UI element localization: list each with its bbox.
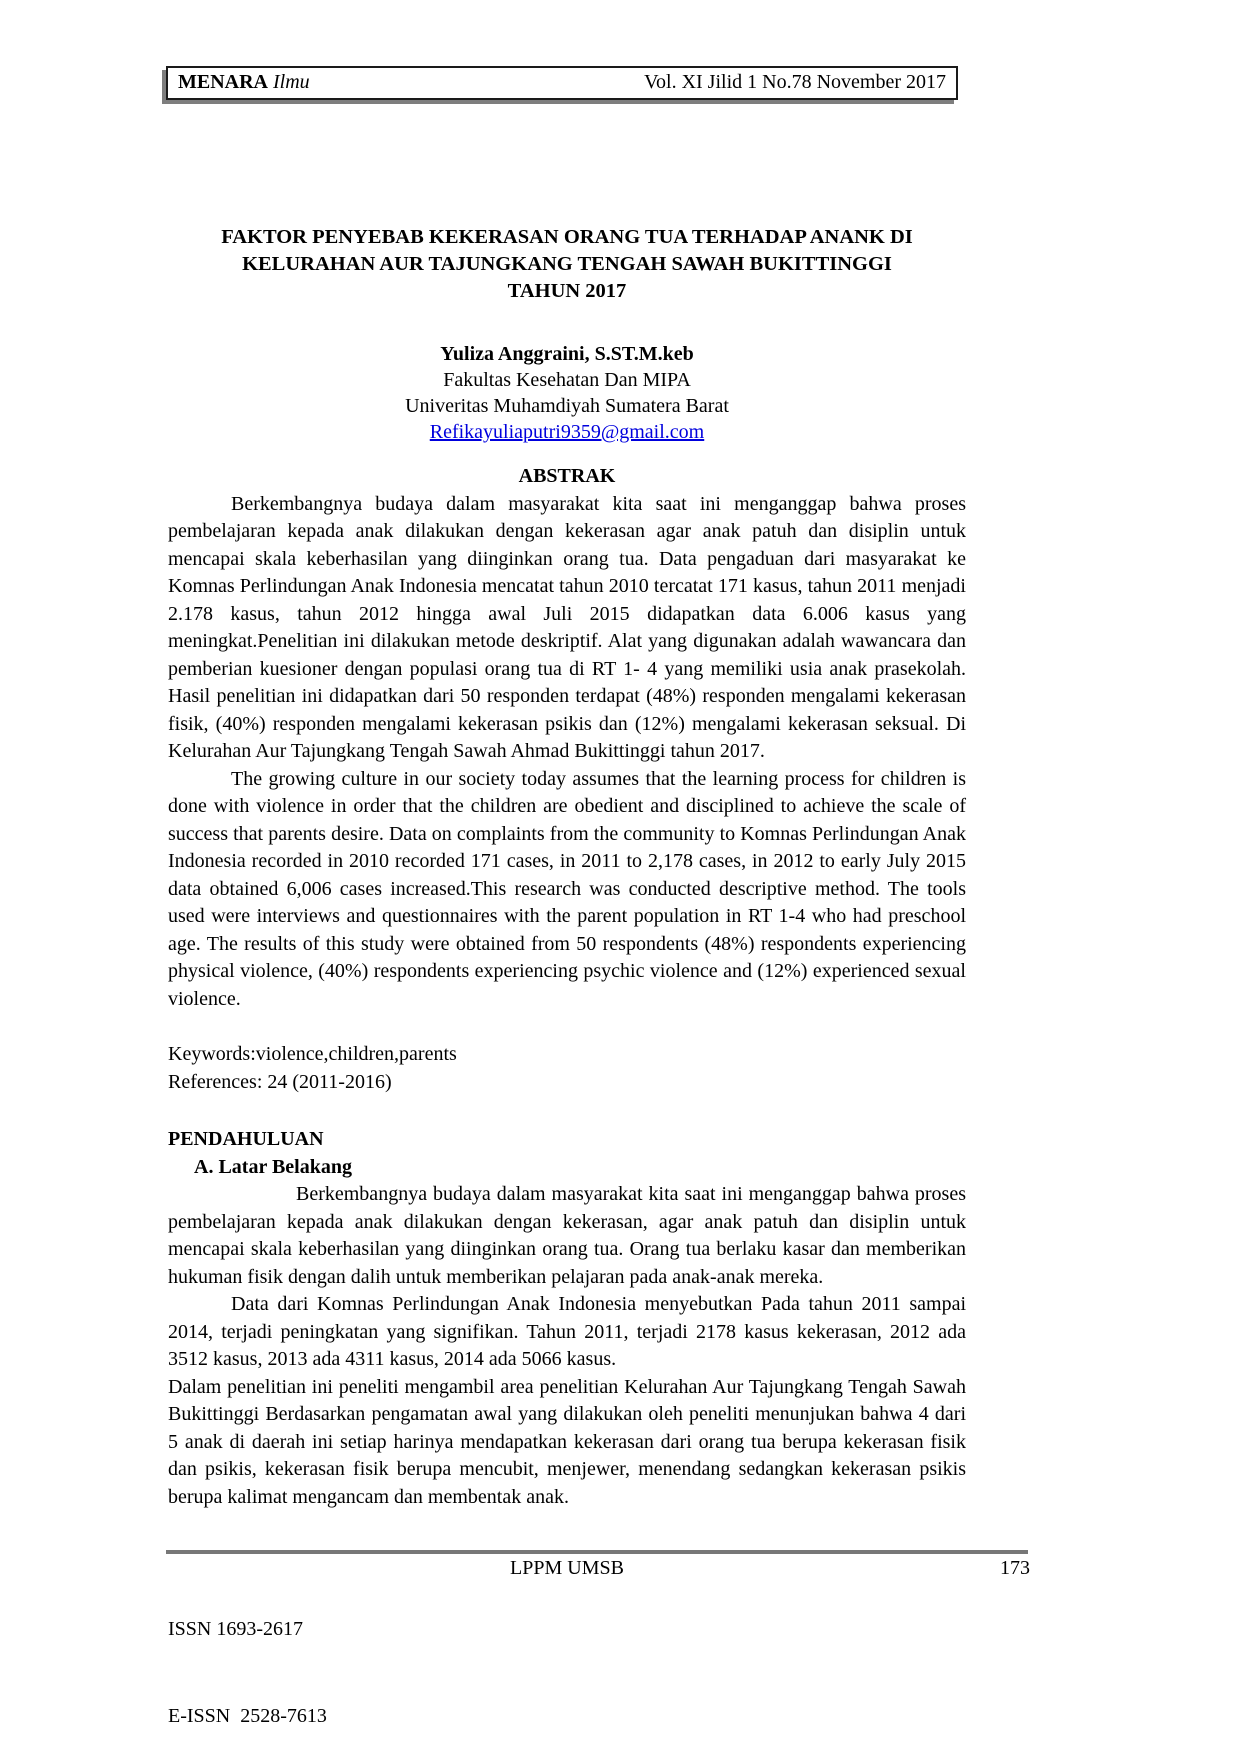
journal-issue: Vol. XI Jilid 1 No.78 November 2017 [644,71,946,93]
footer-issn: ISSN 1693-2617 [168,1618,304,1640]
article-title-line2: KELURAHAN AUR TAJUNGKANG TENGAH SAWAH BUKITTINGGI [242,253,892,275]
journal-name-italic: Ilmu [273,71,310,93]
author-email-link[interactable]: Refikayuliaputri9359@gmail.com [429,421,705,443]
page-header [166,66,958,100]
article-title-line1: FAKTOR PENYEBAB KEKERASAN ORANG TUA TERHADAP ANANK DI [221,226,913,248]
article-title-line3: TAHUN 2017 [507,280,627,302]
abstract-paragraph-indonesian: Berkembangnya budaya dalam masyarakat kita saat ini menganggap bahwa proses pembelajaran kepada anak dilakukan dengan kekerasan agar anak patuh dan disiplin untuk mencapai skala keberhasilan yang diinginkan orang tua. Data pengaduan dari masyarakat ke Komnas Perlindungan Anak Indonesia mencatat tahun 2010 tercatat 171 kasus, tahun 2011 menjadi 2.178 kasus, tahun 2012 hingga awal Juli 2015 didapatkan data 6.006 kasus yang meningkat.Penelitian ini dilakukan metode deskriptif. Alat yang digunakan adalah wawancara dan pemberian kuesioner dengan populasi orang tua di RT 1- 4 yang memiliki usia anak prasekolah. Hasil penelitian ini didapatkan dari 50 responden terdapat (48%) responden mengalami kekerasan fisik, (40%) responden mengalami kekerasan psikis dan (12%) mengalami kekerasan seksual. Di Kelurahan Aur Tajungkang Tengah Sawah Ahmad Bukittinggi tahun 2017. [168,492,966,762]
subsection-heading-latar-belakang: A. Latar Belakang [194,1155,352,1178]
section-heading-pendahuluan: PENDAHULUAN [168,1128,324,1150]
journal-name-bold: MENARA [178,71,268,93]
author-university: Univeritas Muhamdiyah Sumatera Barat [405,395,729,417]
footer-page-number: 173 [1000,1557,1030,1579]
author-name: Yuliza Anggraini, S.ST.M.keb [440,343,694,365]
footer-issn-block [168,1557,327,1754]
article-body [168,224,966,1511]
introduction-paragraph-3: Dalam penelitian ini peneliti mengambil area penelitian Kelurahan Aur Tajungkang Tengah Sawah Bukittinggi Berdasarkan pengamatan awal yang dilakukan oleh peneliti menunjukan bahwa 4 dari 5 anak di daerah ini setiap harinya mendapatkan kekerasan dari orang tua berupa kekerasan fisik dan psikis, kekerasan fisik berupa mencubit, menjewer, menendang sedangkan kekerasan psikis berupa kalimat mengancam dan membentak anak. [168,1375,966,1508]
introduction-paragraph-1: Berkembangnya budaya dalam masyarakat kita saat ini menganggap bahwa proses pembelajaran kepada anak dilakukan dengan kekerasan, agar anak patuh dan disiplin untuk mencapai skala keberhasilan yang diinginkan orang tua. Orang tua berlaku kasar dan memberikan hukuman fisik dengan dalih untuk memberikan pelajaran pada anak-anak mereka. [168,1183,966,1288]
abstract-heading: ABSTRAK [518,465,616,487]
abstract-paragraph-english: The growing culture in our society today assumes that the learning process for children is done with violence in order that the children are obedient and disciplined to achieve the scale of success that parents desire. Data on complaints from the community to Komnas Perlindungan Anak Indonesia recorded in 2010 recorded 171 cases, in 2011 to 2,178 cases, in 2012 to early July 2015 data obtained 6,006 cases increased.This research was conducted descriptive method. The tools used were interviews and questionnaires with the parent population in RT 1-4 who had preschool age. The results of this study were obtained from 50 respondents (48%) respondents experiencing physical violence, (40%) respondents experiencing psychic violence and (12%) experienced sexual violence. [168,767,966,1010]
footer-publisher: LPPM UMSB [510,1557,624,1579]
article-title [168,224,966,305]
author-block [168,341,966,445]
footer-eissn: E-ISSN 2528-7613 [168,1705,327,1727]
keywords-line: Keywords:violence,children,parents [168,1043,457,1065]
footer-divider [166,1550,1028,1554]
introduction-paragraph-2: Data dari Komnas Perlindungan Anak Indonesia menyebutkan Pada tahun 2011 sampai 2014, terjadi peningkatan yang signifikan. Tahun 2011, terjadi 2178 kasus kekerasan, 2012 ada 3512 kasus, 2013 ada 4311 kasus, 2014 ada 5066 kasus. [168,1293,966,1370]
references-line: References: 24 (2011-2016) [168,1070,392,1093]
author-faculty: Fakultas Kesehatan Dan MIPA [443,369,691,391]
journal-name [178,71,310,94]
keywords-block [168,1041,966,1096]
